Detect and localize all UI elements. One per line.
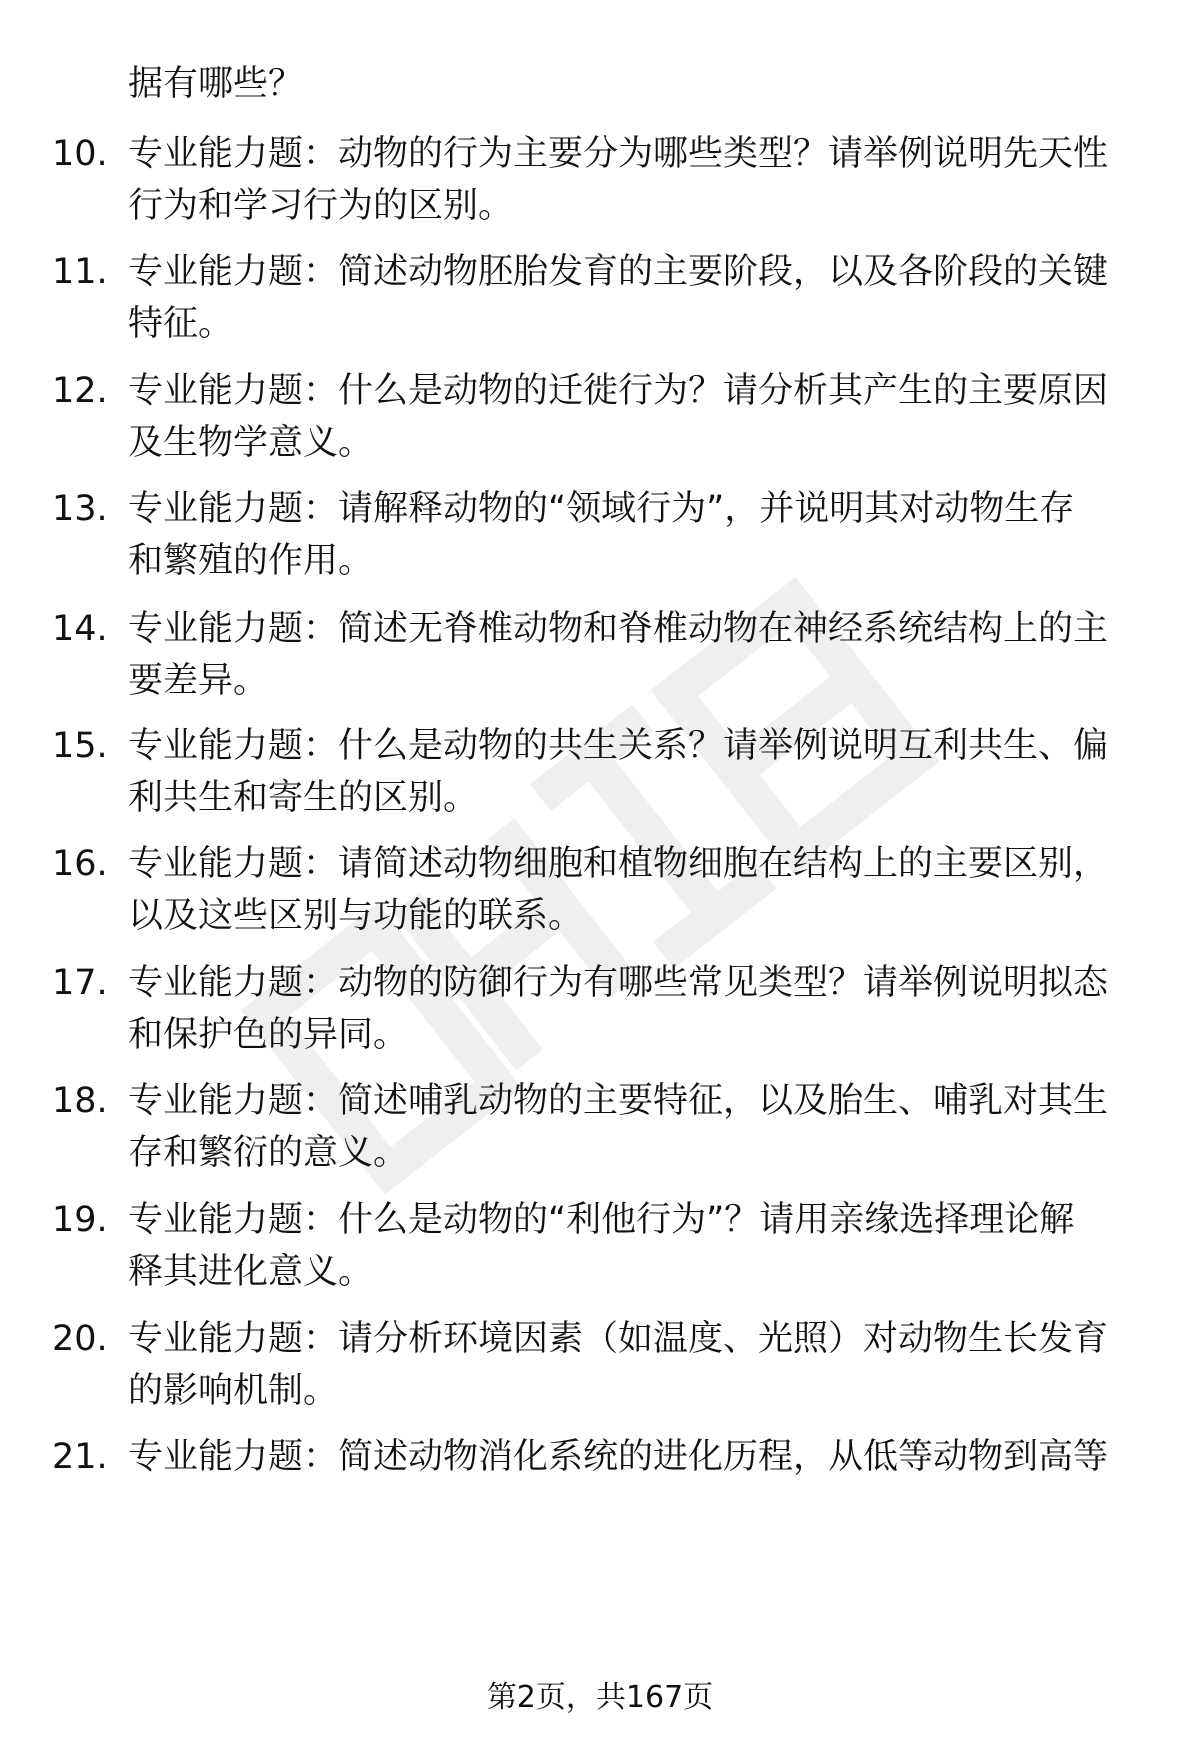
question-text (128, 1313, 1148, 1417)
question-text-line: 专业能力题：什么是动物的共生关系？请举例说明互利共生、偏 (128, 726, 1109, 766)
page-footer: 第2页，共167页 (486, 1680, 714, 1715)
question-item (52, 1313, 1152, 1417)
question-text-line: 以及这些区别与功能的联系。 (128, 896, 584, 936)
question-item (52, 838, 1152, 942)
question-number: 10. (52, 134, 108, 174)
question-text (128, 1075, 1148, 1179)
question-text (128, 365, 1148, 469)
question-text-line: 释其进化意义。 (128, 1252, 374, 1292)
question-text-line: 要差异。 (128, 661, 269, 701)
question-text-line: 存和繁衍的意义。 (128, 1133, 409, 1173)
question-number: 14. (52, 609, 108, 649)
question-item (52, 1194, 1152, 1298)
question-text (128, 128, 1148, 232)
question-number: 15. (52, 726, 108, 766)
question-number: 17. (52, 963, 108, 1003)
question-text (128, 246, 1148, 350)
question-number: 18. (52, 1081, 108, 1121)
question-item (52, 365, 1152, 469)
continued-question-text: 据有哪些？ (128, 64, 304, 104)
question-text-line: 及生物学意义。 (128, 423, 374, 463)
question-text-line: 利共生和寄生的区别。 (128, 778, 479, 818)
question-item (52, 1431, 1152, 1483)
question-text (128, 1431, 1148, 1483)
question-text-line: 专业能力题：动物的行为主要分为哪些类型？请举例说明先天性 (128, 134, 1109, 174)
question-text (128, 957, 1148, 1061)
question-text-line: 专业能力题：什么是动物的“利他行为”？请用亲缘选择理论解 (128, 1200, 1075, 1240)
question-item (52, 246, 1152, 350)
question-text-line: 专业能力题：请简述动物细胞和植物细胞在结构上的主要区别， (128, 844, 1109, 884)
question-number: 12. (52, 371, 108, 411)
question-text (128, 838, 1148, 942)
question-text-line: 专业能力题：简述动物胚胎发育的主要阶段，以及各阶段的关键 (128, 252, 1109, 292)
question-text-line: 专业能力题：动物的防御行为有哪些常见类型？请举例说明拟态 (128, 963, 1109, 1003)
question-text (128, 1194, 1148, 1298)
question-text-line: 专业能力题：简述无脊椎动物和脊椎动物在神经系统结构上的主 (128, 609, 1109, 649)
question-text-line: 和保护色的异同。 (128, 1015, 409, 1055)
question-number: 20. (52, 1319, 108, 1359)
question-text-line: 专业能力题：简述哺乳动物的主要特征，以及胎生、哺乳对其生 (128, 1081, 1109, 1121)
question-text-line: 专业能力题：请解释动物的“领域行为”，并说明其对动物生存 (128, 489, 1075, 529)
question-number: 13. (52, 489, 108, 529)
question-number: 19. (52, 1200, 108, 1240)
question-text (128, 603, 1148, 707)
question-text-line: 的影响机制。 (128, 1371, 339, 1411)
question-item (52, 957, 1152, 1061)
question-item (52, 483, 1152, 587)
question-item (52, 128, 1152, 232)
question-item (52, 603, 1152, 707)
question-text-line: 专业能力题：请分析环境因素（如温度、光照）对动物生长发育 (128, 1319, 1109, 1359)
question-text-line: 和繁殖的作用。 (128, 541, 374, 581)
question-number: 16. (52, 844, 108, 884)
question-item (52, 720, 1152, 824)
question-text-line: 专业能力题：简述动物消化系统的进化历程，从低等动物到高等 (128, 1437, 1109, 1477)
question-number: 21. (52, 1437, 108, 1477)
question-text (128, 720, 1148, 824)
question-text-line: 特征。 (128, 304, 234, 344)
question-text-line: 专业能力题：什么是动物的迁徙行为？请分析其产生的主要原因 (128, 371, 1109, 411)
question-text-line: 行为和学习行为的区别。 (128, 186, 514, 226)
question-text (128, 483, 1148, 587)
question-number: 11. (52, 252, 108, 292)
question-item (52, 1075, 1152, 1179)
